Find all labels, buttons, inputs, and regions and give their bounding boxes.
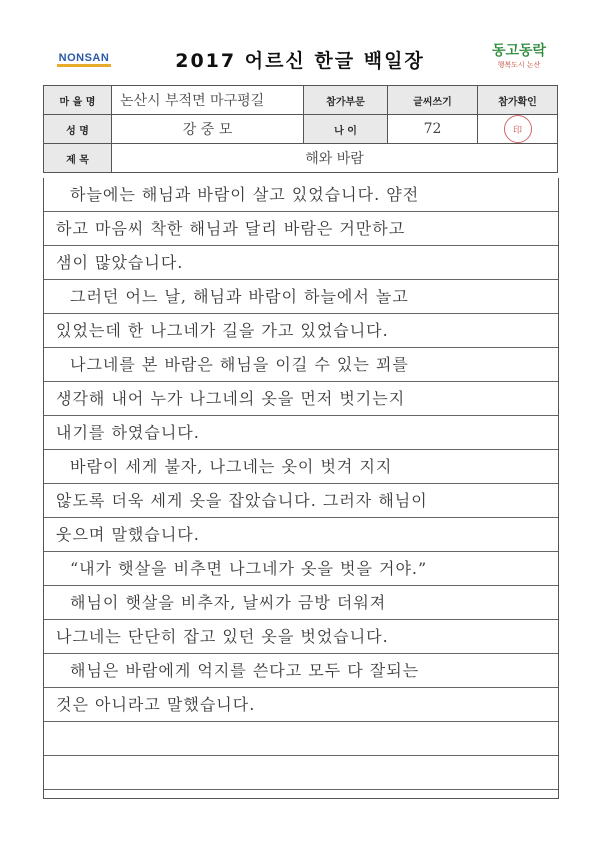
empty-line [44, 756, 558, 790]
page-title: 2017 어르신 한글 백일장 [175, 50, 425, 72]
village-value: 논산시 부적면 마구평길 [112, 86, 304, 115]
header [40, 36, 560, 86]
logo-right-main: 동고동락 [491, 43, 547, 59]
text-line: 웃으며 말했습니다. [44, 518, 558, 552]
category-value: 글씨쓰기 [388, 86, 478, 115]
text-line: 생각해 내어 누가 나그네의 옷을 먼저 벗기는지 [44, 382, 558, 416]
text-line: 있었는데 한 나그네가 길을 가고 있었습니다. [44, 314, 558, 348]
village-label: 마 을 명 [44, 86, 112, 115]
confirm-label: 참가확인 [478, 86, 558, 115]
text-line: 그러던 어느 날, 해님과 바람이 하늘에서 놀고 [44, 280, 558, 314]
age-value: 72 [388, 115, 478, 144]
text-line: 나그네를 본 바람은 해님을 이길 수 있는 꾀를 [44, 348, 558, 382]
text-line: 샘이 많았습니다. [44, 246, 558, 280]
text-line: 것은 아니라고 말했습니다. [44, 688, 558, 722]
age-label: 나 이 [304, 115, 388, 144]
name-label: 성 명 [44, 115, 112, 144]
nonsan-logo [48, 48, 120, 70]
nonsan-logo-text: NONSAN [57, 52, 112, 67]
text-line: 하고 마음씨 착한 해님과 달리 바람은 거만하고 [44, 212, 558, 246]
name-value: 강 중 모 [112, 115, 304, 144]
logo-right-sub: 행복도시 논산 [497, 61, 541, 69]
text-line: 바람이 세게 불자, 나그네는 옷이 벗겨 지지 [44, 450, 558, 484]
title-label: 제 목 [44, 144, 112, 173]
title-value: 해와 바람 [112, 144, 558, 173]
entry-info-table [43, 85, 558, 173]
seal-stamp-icon: 印 [504, 115, 532, 143]
text-line: 나그네는 단단히 잡고 있던 옷을 벗었습니다. [44, 620, 558, 654]
empty-line [44, 722, 558, 756]
category-label: 참가부문 [304, 86, 388, 115]
text-line: 해님은 바람에게 억지를 쓴다고 모두 다 잘되는 [44, 654, 558, 688]
confirm-stamp-cell [478, 115, 558, 144]
donggodongrak-logo [484, 42, 554, 78]
text-line: 내기를 하였습니다. [44, 416, 558, 450]
text-line: 해님이 햇살을 비추자, 날씨가 금방 더워져 [44, 586, 558, 620]
text-line: 않도록 더욱 세게 옷을 잡았습니다. 그러자 해님이 [44, 484, 558, 518]
text-line: “내가 햇살을 비추면 나그네가 옷을 벗을 거야.” [44, 552, 558, 586]
text-line: 하늘에는 해님과 바람이 살고 있었습니다. 얌전 [44, 178, 558, 212]
writing-sheet [43, 178, 559, 799]
